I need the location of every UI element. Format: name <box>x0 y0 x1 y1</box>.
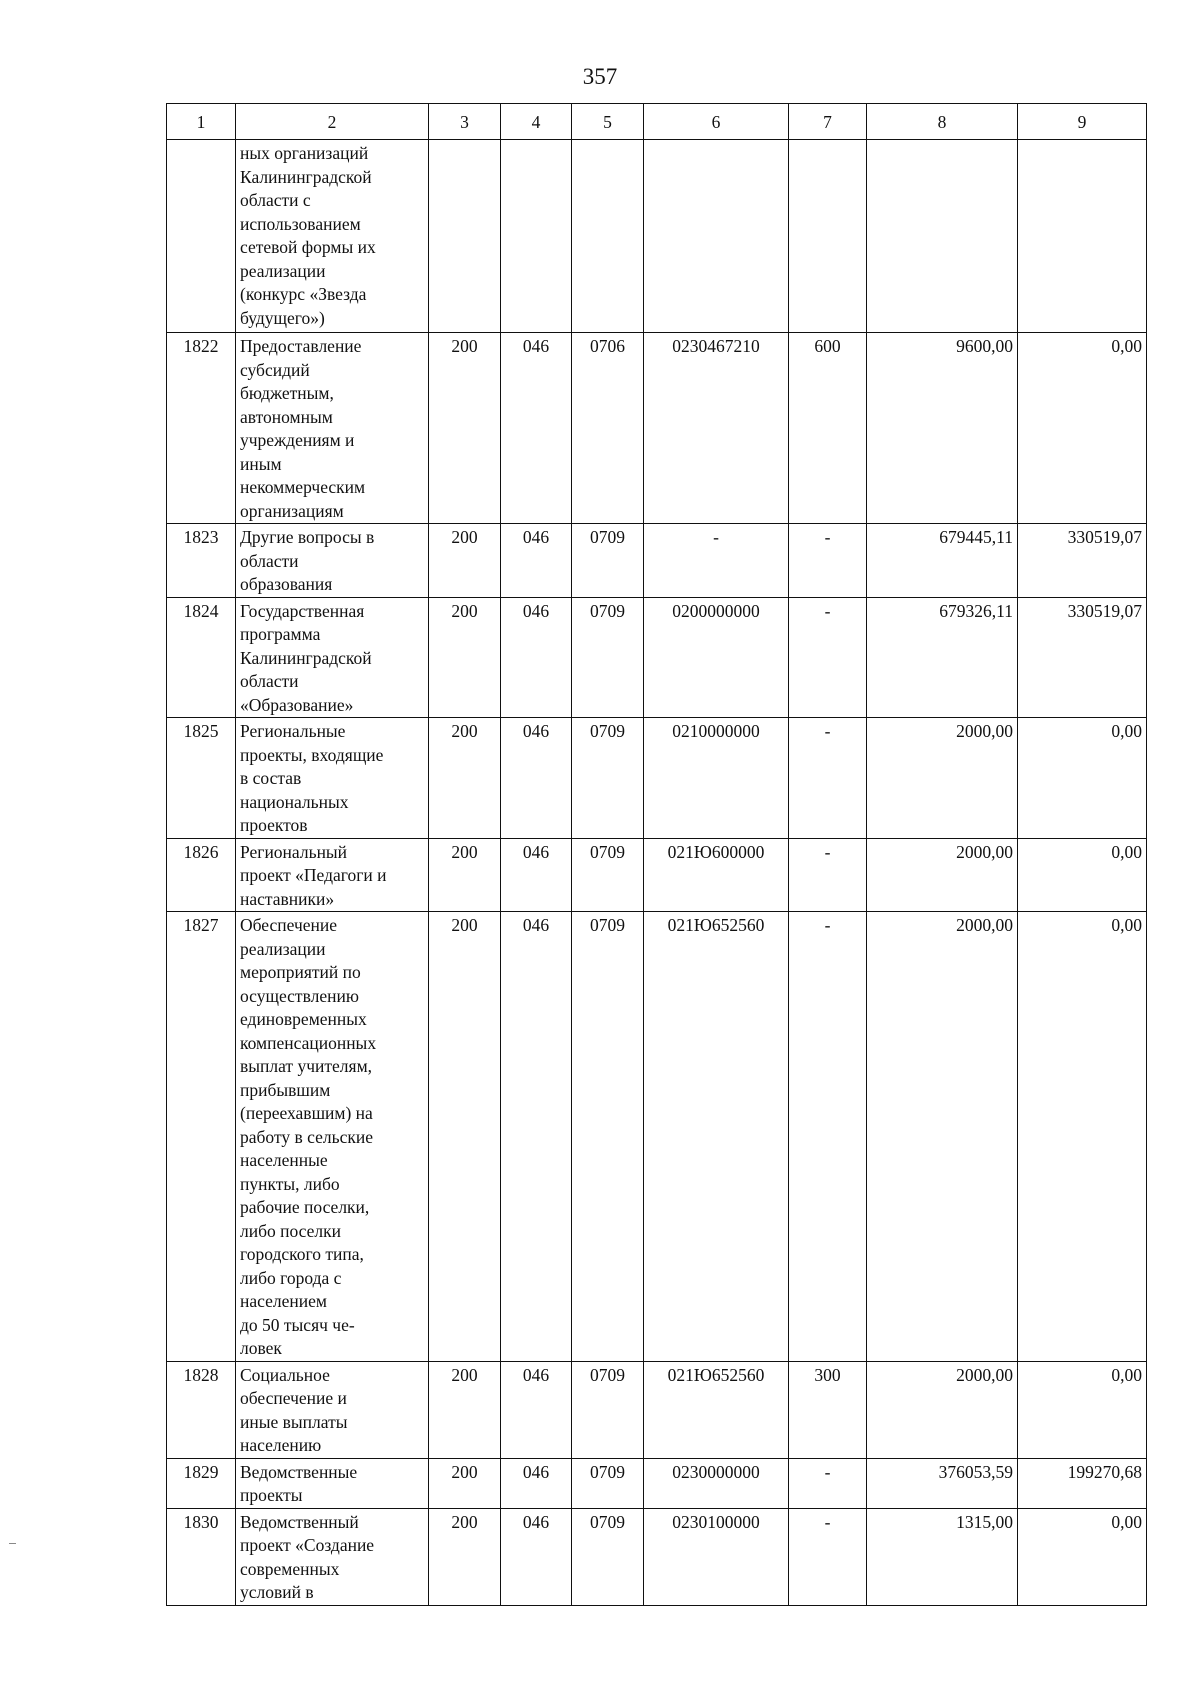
row-number: 1822 <box>167 333 236 524</box>
column-header: 2 <box>236 104 429 140</box>
table-row <box>167 1508 1147 1605</box>
margin-mark <box>9 1543 16 1544</box>
cell-col8 <box>867 140 1018 333</box>
cell-col8: 2000,00 <box>867 838 1018 912</box>
cell-col9: 0,00 <box>1018 912 1147 1362</box>
cell-col8: 9600,00 <box>867 333 1018 524</box>
cell-col3 <box>429 140 501 333</box>
cell-col3: 200 <box>429 718 501 839</box>
cell-col6 <box>644 140 789 333</box>
cell-col6: 0230100000 <box>644 1508 789 1605</box>
row-name: Государственная программа Калининградской области «Образование» <box>236 597 429 718</box>
cell-col7: - <box>789 597 867 718</box>
cell-col9: 0,00 <box>1018 838 1147 912</box>
row-number <box>167 140 236 333</box>
header-row <box>167 104 1147 140</box>
cell-col8: 2000,00 <box>867 718 1018 839</box>
cell-col6: 0200000000 <box>644 597 789 718</box>
cell-col3: 200 <box>429 838 501 912</box>
table-row <box>167 1361 1147 1458</box>
cell-col5: 0709 <box>572 597 644 718</box>
cell-col3: 200 <box>429 333 501 524</box>
cell-col5 <box>572 140 644 333</box>
table-row <box>167 912 1147 1362</box>
row-name: Ведомственные проекты <box>236 1458 429 1508</box>
cell-col8: 376053,59 <box>867 1458 1018 1508</box>
column-header: 5 <box>572 104 644 140</box>
cell-col3: 200 <box>429 1508 501 1605</box>
page-number: 357 <box>582 64 618 89</box>
row-number: 1824 <box>167 597 236 718</box>
cell-col9: 330519,07 <box>1018 524 1147 598</box>
cell-col5: 0709 <box>572 1361 644 1458</box>
table-row <box>167 838 1147 912</box>
cell-col6: 0230000000 <box>644 1458 789 1508</box>
cell-col5: 0709 <box>572 1508 644 1605</box>
column-header: 3 <box>429 104 501 140</box>
row-number: 1830 <box>167 1508 236 1605</box>
cell-col4: 046 <box>501 912 572 1362</box>
cell-col9: 0,00 <box>1018 1361 1147 1458</box>
row-name: Региональный проект «Педагоги и наставники» <box>236 838 429 912</box>
row-name: Другие вопросы в области образования <box>236 524 429 598</box>
cell-col6: - <box>644 524 789 598</box>
cell-col4: 046 <box>501 718 572 839</box>
cell-col6: 0230467210 <box>644 333 789 524</box>
cell-col5: 0709 <box>572 718 644 839</box>
cell-col7: - <box>789 838 867 912</box>
row-name: Ведомственный проект «Создание современных условий в <box>236 1508 429 1605</box>
cell-col7: 600 <box>789 333 867 524</box>
row-name: Региональные проекты, входящие в состав национальных проектов <box>236 718 429 839</box>
cell-col4: 046 <box>501 333 572 524</box>
table-row <box>167 718 1147 839</box>
column-header: 7 <box>789 104 867 140</box>
cell-col9 <box>1018 140 1147 333</box>
cell-col3: 200 <box>429 1361 501 1458</box>
row-number: 1827 <box>167 912 236 1362</box>
cell-col3: 200 <box>429 912 501 1362</box>
cell-col7: - <box>789 718 867 839</box>
row-number: 1823 <box>167 524 236 598</box>
cell-col6: 021Ю652560 <box>644 912 789 1362</box>
cell-col6: 0210000000 <box>644 718 789 839</box>
row-number: 1829 <box>167 1458 236 1508</box>
cell-col8: 1315,00 <box>867 1508 1018 1605</box>
cell-col9: 0,00 <box>1018 1508 1147 1605</box>
cell-col9: 199270,68 <box>1018 1458 1147 1508</box>
table-row <box>167 333 1147 524</box>
row-number: 1825 <box>167 718 236 839</box>
column-header: 9 <box>1018 104 1147 140</box>
cell-col4: 046 <box>501 524 572 598</box>
cell-col5: 0709 <box>572 1458 644 1508</box>
cell-col5: 0706 <box>572 333 644 524</box>
cell-col7: - <box>789 1458 867 1508</box>
cell-col4: 046 <box>501 1508 572 1605</box>
cell-col5: 0709 <box>572 838 644 912</box>
cell-col6: 021Ю600000 <box>644 838 789 912</box>
cell-col4: 046 <box>501 838 572 912</box>
table-row <box>167 597 1147 718</box>
row-name: Предоставление субсидий бюджетным, автономным учреждениям и иным некоммерческим организациям <box>236 333 429 524</box>
cell-col8: 679445,11 <box>867 524 1018 598</box>
table-row <box>167 140 1147 333</box>
cell-col3: 200 <box>429 597 501 718</box>
column-header: 1 <box>167 104 236 140</box>
cell-col7: - <box>789 524 867 598</box>
row-number: 1828 <box>167 1361 236 1458</box>
cell-col9: 0,00 <box>1018 333 1147 524</box>
row-name: ных организаций Калининградской области с использованием сетевой формы их реализации (конкурс «Звезда будущего») <box>236 140 429 333</box>
table-row <box>167 524 1147 598</box>
column-header: 8 <box>867 104 1018 140</box>
cell-col9: 330519,07 <box>1018 597 1147 718</box>
cell-col3: 200 <box>429 524 501 598</box>
row-name: Социальное обеспечение и иные выплаты населению <box>236 1361 429 1458</box>
cell-col8: 2000,00 <box>867 1361 1018 1458</box>
cell-col4: 046 <box>501 597 572 718</box>
cell-col8: 679326,11 <box>867 597 1018 718</box>
cell-col9: 0,00 <box>1018 718 1147 839</box>
cell-col7: 300 <box>789 1361 867 1458</box>
cell-col3: 200 <box>429 1458 501 1508</box>
cell-col4 <box>501 140 572 333</box>
cell-col5: 0709 <box>572 524 644 598</box>
cell-col4: 046 <box>501 1458 572 1508</box>
cell-col4: 046 <box>501 1361 572 1458</box>
row-number: 1826 <box>167 838 236 912</box>
cell-col7: - <box>789 1508 867 1605</box>
column-header: 6 <box>644 104 789 140</box>
column-header: 4 <box>501 104 572 140</box>
cell-col6: 021Ю652560 <box>644 1361 789 1458</box>
row-name: Обеспечение реализации мероприятий по осуществлению единовременных компенсационных выплат учителям, прибывшим (переехавшим) на работу в сельские населенные пункты, либо рабочие поселки, либо поселки городского типа, либо города с населением до 50 тысяч че- ловек <box>236 912 429 1362</box>
cell-col8: 2000,00 <box>867 912 1018 1362</box>
cell-col7: - <box>789 912 867 1362</box>
table-row <box>167 1458 1147 1508</box>
cell-col7 <box>789 140 867 333</box>
cell-col5: 0709 <box>572 912 644 1362</box>
budget-table <box>166 103 1147 1606</box>
